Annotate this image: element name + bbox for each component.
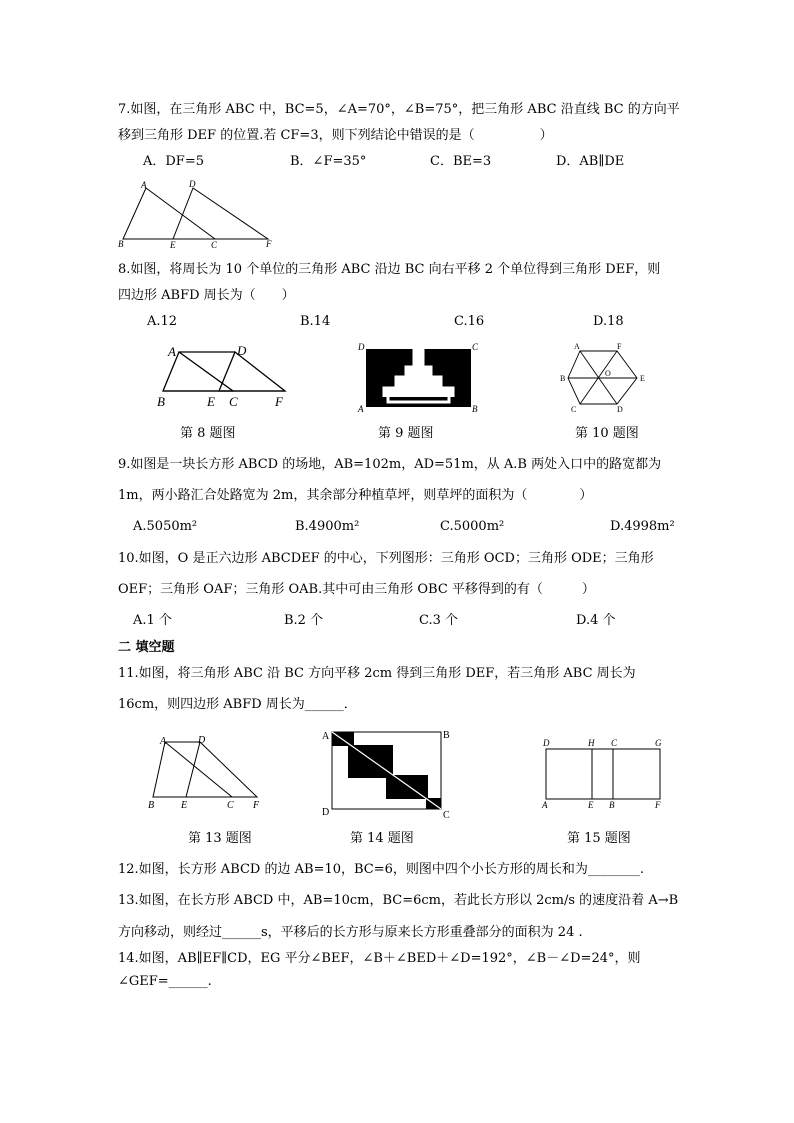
q13-line2: 方向移动，则经过______s，平移后的长方形与原来长方形重叠部分的面积为 24 . — [118, 925, 583, 940]
q9-line1: 9.如图是一块长方形 ABCD 的场地，AB=102m，AD=51m，从 A.B 两处入口中的路宽都为 — [118, 457, 662, 472]
q8-option-c: C.16 — [454, 314, 485, 329]
fig8-label-b: B — [157, 394, 165, 409]
fig14-label-a: A — [322, 731, 330, 742]
fig15-label-e: E — [588, 800, 594, 810]
fig15-label-g: G — [655, 738, 662, 748]
caption-fig9: 第 9 题图 — [378, 426, 434, 441]
fig9 — [356, 342, 486, 414]
q12-line1: 12.如图，长方形 ABCD 的边 AB=10，BC=6，则图中四个小长方形的周长和为________. — [118, 862, 645, 877]
q7-label-d: D — [189, 179, 196, 189]
fig9-label-a: A — [358, 404, 364, 414]
q9-option-c: C.5000m² — [440, 519, 505, 534]
fig10-label-e: E — [640, 374, 645, 383]
fig13-label-f: F — [253, 800, 260, 811]
fig10-label-a: A — [574, 342, 580, 351]
q10-option-b: B.2 个 — [284, 613, 324, 628]
fig8-label-a: A — [168, 344, 176, 359]
q11-line2: 16cm，则四边形 ABFD 周长为______． — [118, 697, 357, 712]
fig13-label-a: A — [160, 736, 167, 747]
fig8 — [155, 340, 295, 410]
caption-fig8: 第 8 题图 — [180, 426, 236, 441]
caption-fig14: 第 14 题图 — [350, 831, 414, 846]
fig9-label-c: C — [472, 342, 479, 352]
q7-option-d: D．AB∥DE — [556, 154, 625, 169]
fig8-label-f: F — [275, 394, 283, 409]
q9-line2: 1m，两小路汇合处路宽为 2m，其余部分种植草坪，则草坪的面积为（ ） — [118, 488, 593, 503]
fig9-label-b: B — [472, 404, 478, 414]
fig15-label-a: A — [542, 800, 548, 810]
caption-fig15: 第 15 题图 — [567, 831, 631, 846]
section2-title: 二 填空题 — [118, 640, 175, 655]
q7-figure — [115, 178, 285, 250]
fig13-label-c: C — [227, 800, 234, 811]
fig14-label-d: D — [322, 807, 330, 818]
fig8-label-d: D — [237, 343, 247, 358]
fig15-label-f: F — [655, 800, 661, 810]
fig10-label-d: D — [617, 405, 623, 414]
q13-line1: 13.如图，在长方形 ABCD 中，AB=10cm，BC=6cm，若此长方形以 2cm/s 的速度沿着 A→B — [118, 893, 679, 908]
fig13 — [145, 734, 270, 812]
q7-line1: 7.如图，在三角形 ABC 中，BC=5，∠A=70°，∠B=75°，把三角形 ABC 沿直线 BC 的方向平 — [118, 102, 680, 117]
q7-label-b: B — [118, 239, 124, 249]
fig13-label-d: D — [198, 735, 206, 746]
fig10-label-b: B — [560, 374, 566, 383]
q7-label-c: C — [211, 240, 218, 250]
q7-option-c: C．BE=3 — [430, 154, 492, 169]
q10-option-a: A.1 个 — [133, 613, 172, 628]
q8-line2: 四边形 ABFD 周长为（ ） — [118, 288, 295, 303]
q10-option-d: D.4 个 — [576, 613, 616, 628]
fig8-label-e: E — [207, 394, 215, 409]
fig8-label-c: C — [229, 394, 238, 409]
fig15 — [538, 735, 668, 811]
q7-label-f: F — [266, 239, 272, 249]
q9-option-b: B.4900m² — [295, 519, 360, 534]
fig15-label-c: C — [611, 738, 618, 748]
q8-option-a: A.12 — [147, 314, 178, 329]
fig15-label-h: H — [588, 738, 595, 748]
q7-label-a: A — [141, 180, 147, 190]
fig9-label-d: D — [358, 342, 365, 352]
q7-option-b: B．∠F=35° — [290, 154, 367, 169]
fig14-label-b: B — [443, 730, 450, 741]
q14-line1: 14.如图，AB∥EF∥CD，EG 平分∠BEF，∠B＋∠BED＋∠D=192°，∠B－∠D=24°，则 — [118, 951, 641, 966]
fig15-label-d: D — [543, 738, 550, 748]
q11-line1: 11.如图，将三角形 ABC 沿 BC 方向平移 2cm 得到三角形 DEF，若三角形 ABC 周长为 — [118, 666, 636, 681]
q14-line2: ∠GEF=______. — [118, 974, 212, 989]
q10-option-c: C.3 个 — [419, 613, 459, 628]
fig15-label-b: B — [609, 800, 615, 810]
fig10 — [560, 340, 670, 420]
q10-line1: 10.如图，O 是正六边形 ABCDEF 的中心，下列图形：三角形 OCD；三角形 ODE；三角形 — [118, 551, 654, 566]
q9-option-d: D.4998m² — [610, 519, 675, 534]
q8-option-d: D.18 — [593, 314, 624, 329]
q9-option-a: A.5050m² — [133, 519, 198, 534]
q7-option-a: A．DF=5 — [143, 154, 204, 169]
fig10-label-o: O — [605, 369, 611, 378]
q7-label-e: E — [170, 240, 176, 250]
caption-fig13: 第 13 题图 — [188, 831, 252, 846]
fig13-label-b: B — [148, 800, 155, 811]
caption-fig10: 第 10 题图 — [575, 426, 639, 441]
fig10-label-f: F — [617, 342, 622, 351]
fig14-label-c: C — [443, 810, 450, 821]
q8-line1: 8.如图，将周长为 10 个单位的三角形 ABC 沿边 BC 向右平移 2 个单位得到三角形 DEF，则 — [118, 262, 661, 277]
q7-line2: 移到三角形 DEF 的位置.若 CF=3，则下列结论中错误的是（ ） — [118, 128, 553, 143]
fig13-label-e: E — [181, 800, 188, 811]
q10-line2: OEF；三角形 OAF；三角形 OAB.其中可由三角形 OBC 平移得到的有（ ） — [118, 582, 595, 597]
fig14 — [318, 727, 458, 825]
fig10-label-c: C — [571, 405, 577, 414]
q8-option-b: B.14 — [300, 314, 331, 329]
